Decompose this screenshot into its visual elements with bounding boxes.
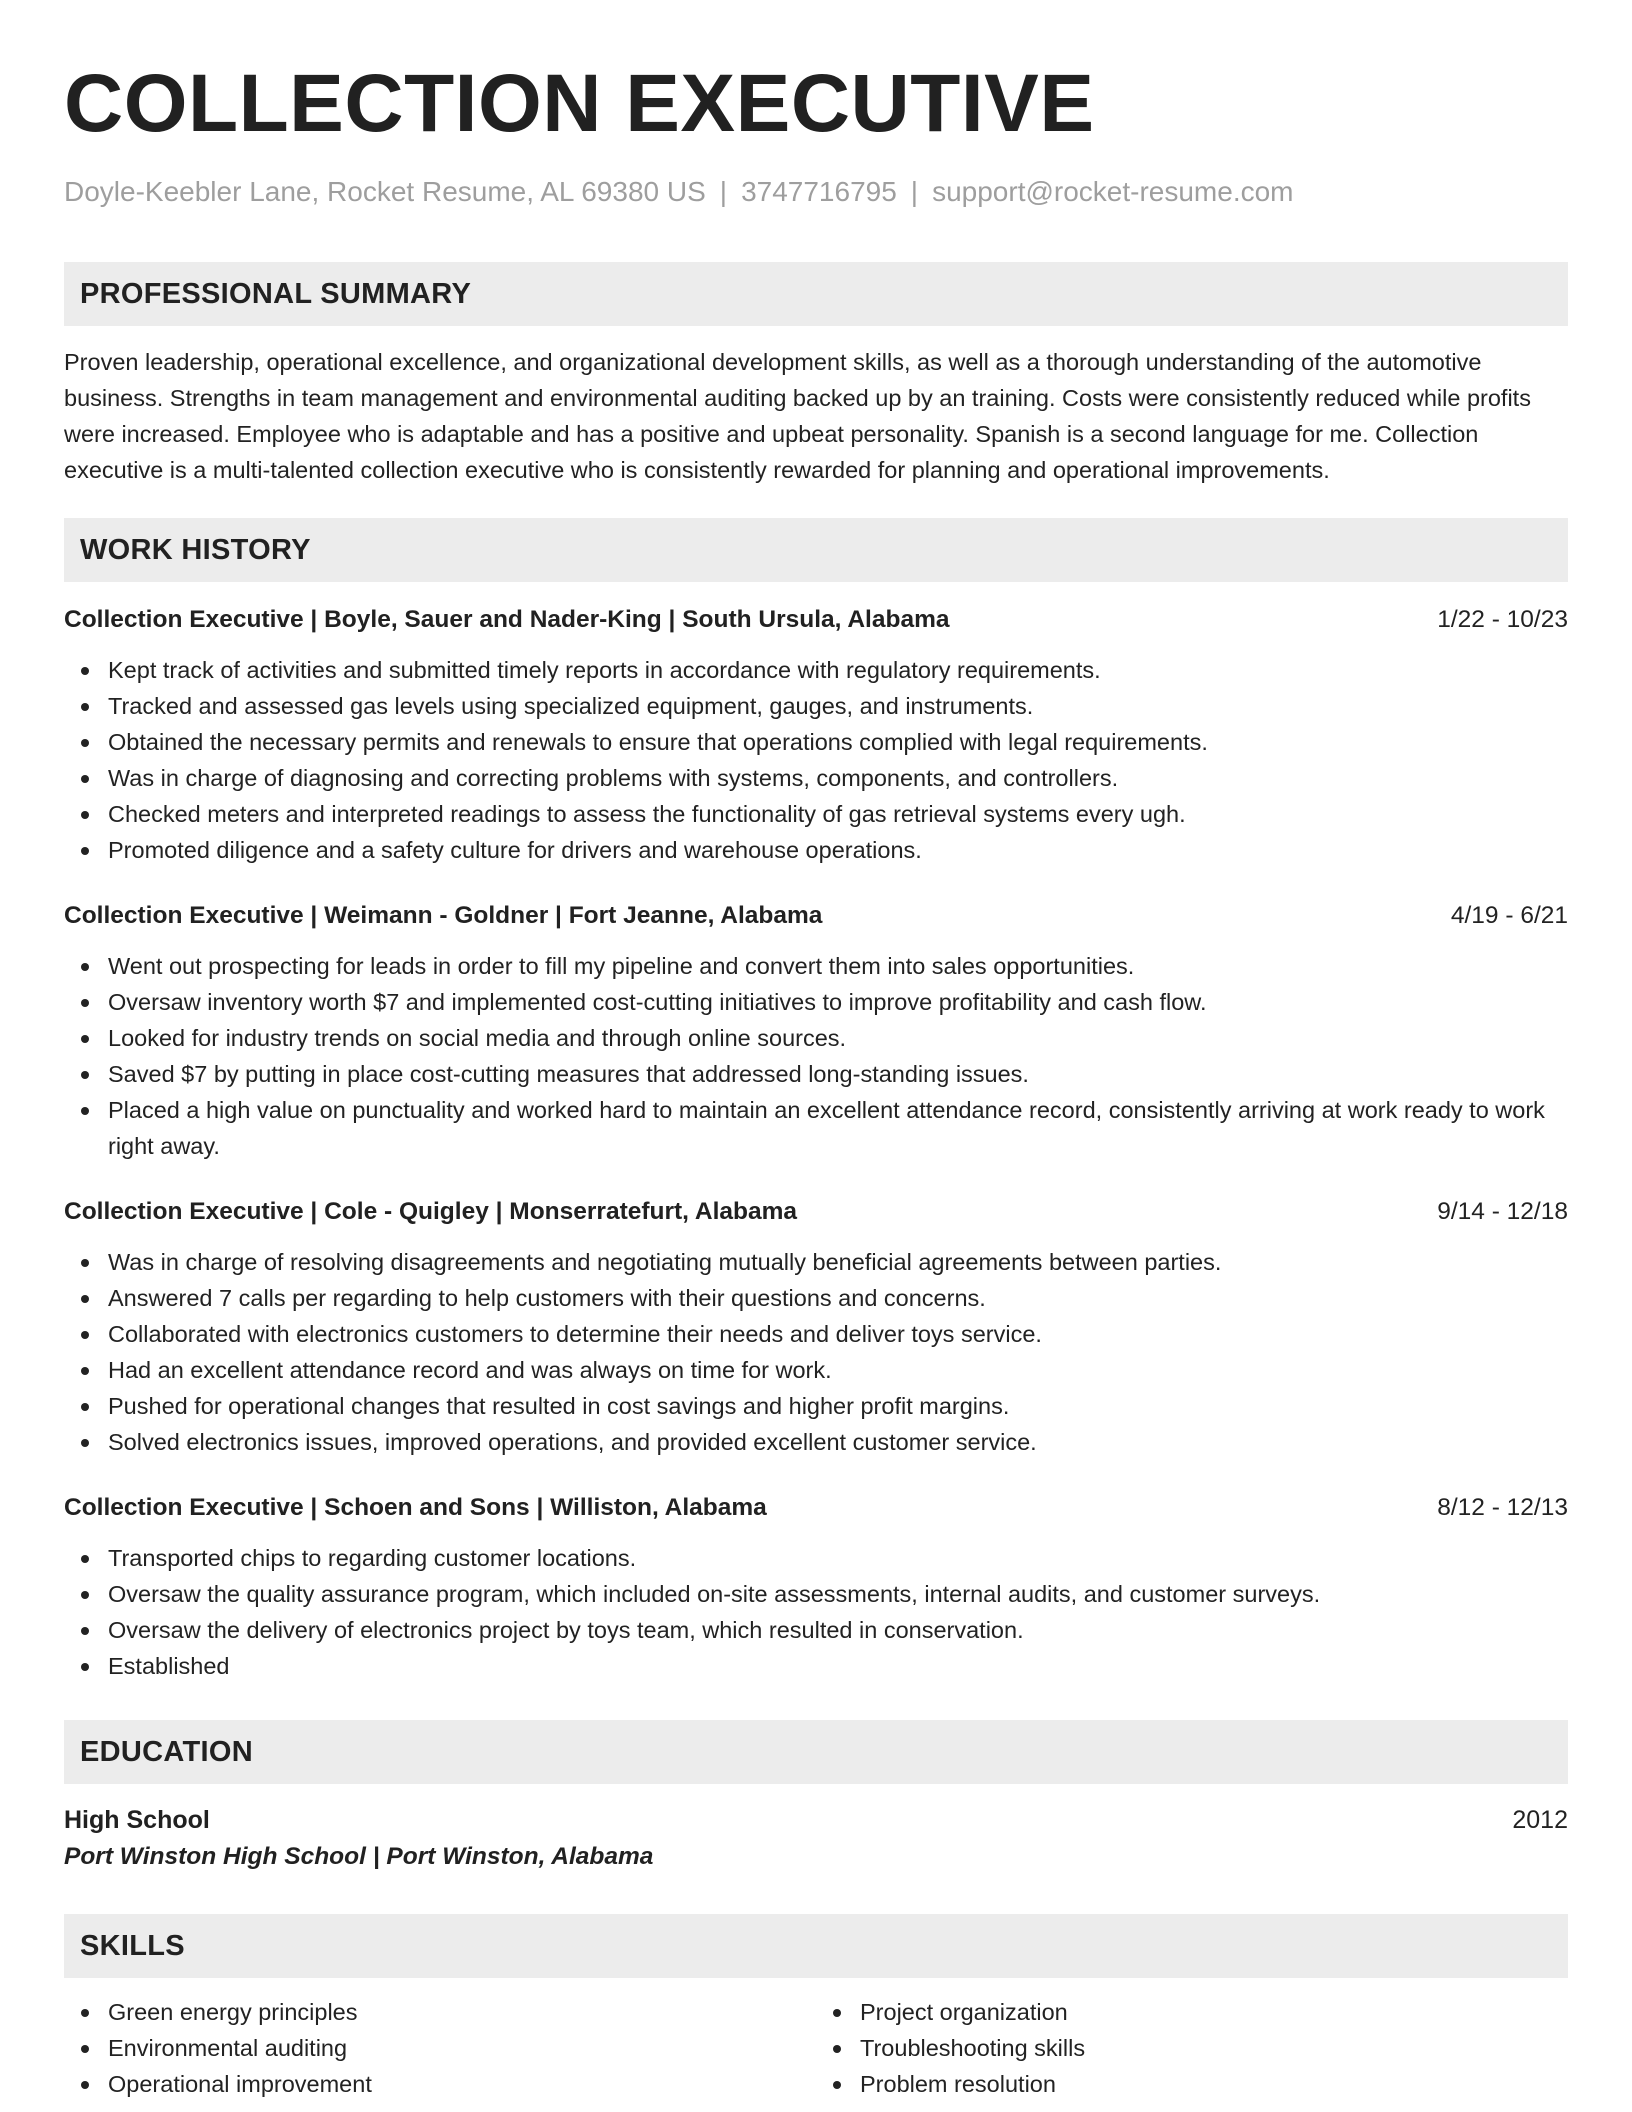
bullet-dot-icon bbox=[81, 1555, 89, 1563]
job-bullets bbox=[64, 948, 1568, 1164]
bullet-text: Kept track of activities and submitted timely reports in accordance with regulatory requirements. bbox=[108, 657, 1101, 683]
bullet-text: Promoted diligence and a safety culture for drivers and warehouse operations. bbox=[108, 837, 922, 863]
job-entry bbox=[64, 602, 1568, 868]
job-bullet bbox=[64, 1280, 1568, 1316]
skill-item bbox=[64, 2030, 816, 2066]
education-year: 2012 bbox=[1512, 1806, 1568, 1834]
contact-separator: | bbox=[910, 176, 919, 207]
bullet-text: Solved electronics issues, improved operations, and provided excellent customer service. bbox=[108, 1429, 1037, 1455]
job-entry bbox=[64, 1490, 1568, 1684]
contact-line bbox=[64, 174, 1568, 210]
job-entry bbox=[64, 898, 1568, 1164]
education-entry bbox=[64, 1802, 1568, 1876]
job-title: Collection Executive | Cole - Quigley | Monserratefurt, Alabama bbox=[64, 1198, 798, 1225]
bullet-text: Was in charge of resolving disagreements and negotiating mutually beneficial agreements between parties. bbox=[108, 1249, 1222, 1275]
bullet-text: Oversaw the delivery of electronics project by toys team, which resulted in conservation. bbox=[108, 1617, 1024, 1643]
job-bullet bbox=[64, 832, 1568, 868]
bullet-text: Checked meters and interpreted readings to assess the functionality of gas retrieval systems every ugh. bbox=[108, 801, 1186, 827]
bullet-dot-icon bbox=[81, 2081, 89, 2089]
bullet-dot-icon bbox=[81, 1331, 89, 1339]
job-header bbox=[64, 602, 1568, 638]
job-bullet bbox=[64, 1020, 1568, 1056]
bullet-dot-icon bbox=[81, 999, 89, 1007]
job-title: Collection Executive | Boyle, Sauer and Nader-King | South Ursula, Alabama bbox=[64, 606, 950, 633]
bullet-text: Pushed for operational changes that resulted in cost savings and higher profit margins. bbox=[108, 1393, 1010, 1419]
bullet-dot-icon bbox=[81, 1367, 89, 1375]
skills-column-left bbox=[64, 1994, 816, 2102]
bullet-dot-icon bbox=[81, 1035, 89, 1043]
bullet-text: Had an excellent attendance record and was always on time for work. bbox=[108, 1357, 832, 1383]
section-heading-work-history: WORK HISTORY bbox=[64, 518, 1568, 582]
bullet-dot-icon bbox=[81, 847, 89, 855]
bullet-dot-icon bbox=[833, 2081, 841, 2089]
bullet-text: Obtained the necessary permits and renewals to ensure that operations complied with legal requirements. bbox=[108, 729, 1208, 755]
skill-text: Operational improvement bbox=[108, 2071, 372, 2097]
job-bullet bbox=[64, 724, 1568, 760]
job-bullet bbox=[64, 1352, 1568, 1388]
job-header bbox=[64, 1490, 1568, 1526]
job-dates: 9/14 - 12/18 bbox=[1437, 1198, 1568, 1225]
job-bullet bbox=[64, 1424, 1568, 1460]
job-bullet bbox=[64, 948, 1568, 984]
job-bullet bbox=[64, 1092, 1568, 1164]
skill-text: Green energy principles bbox=[108, 1999, 358, 2025]
bullet-dot-icon bbox=[81, 2009, 89, 2017]
bullet-dot-icon bbox=[81, 1107, 89, 1115]
bullet-dot-icon bbox=[81, 775, 89, 783]
section-heading-summary: PROFESSIONAL SUMMARY bbox=[64, 262, 1568, 326]
bullet-text: Looked for industry trends on social media and through online sources. bbox=[108, 1025, 847, 1051]
bullet-dot-icon bbox=[81, 1627, 89, 1635]
bullet-dot-icon bbox=[81, 1295, 89, 1303]
skill-item bbox=[816, 2030, 1568, 2066]
contact-email: support@rocket-resume.com bbox=[932, 176, 1294, 207]
job-dates: 1/22 - 10/23 bbox=[1437, 606, 1568, 633]
bullet-dot-icon bbox=[81, 1071, 89, 1079]
job-entry bbox=[64, 1194, 1568, 1460]
skill-item bbox=[816, 1994, 1568, 2030]
job-bullet bbox=[64, 1648, 1568, 1684]
bullet-dot-icon bbox=[81, 1663, 89, 1671]
summary-text: Proven leadership, operational excellence, and organizational development skills, as well as a thorough understanding of the automotive business. Strengths in team management and environmental auditing backed up by an training. Costs were consistently reduced while profits were increased. Employee who is adaptable and has a positive and upbeat personality. Spanish is a second language for me. Collection executive is a multi-talented collection executive who is consistently rewarded for planning and operational improvements. bbox=[64, 349, 1531, 483]
bullet-text: Established bbox=[108, 1653, 230, 1679]
bullet-dot-icon bbox=[833, 2045, 841, 2053]
skill-item bbox=[64, 2066, 816, 2102]
bullet-text: Answered 7 calls per regarding to help customers with their questions and concerns. bbox=[108, 1285, 986, 1311]
contact-separator: | bbox=[719, 176, 728, 207]
bullet-dot-icon bbox=[81, 667, 89, 675]
contact-phone: 3747716795 bbox=[741, 176, 897, 207]
bullet-text: Tracked and assessed gas levels using specialized equipment, gauges, and instruments. bbox=[108, 693, 1034, 719]
job-bullet bbox=[64, 796, 1568, 832]
bullet-text: Transported chips to regarding customer locations. bbox=[108, 1545, 637, 1571]
skill-item bbox=[816, 2066, 1568, 2102]
bullet-dot-icon bbox=[81, 1591, 89, 1599]
skill-text: Problem resolution bbox=[860, 2071, 1056, 2097]
job-dates: 8/12 - 12/13 bbox=[1437, 1494, 1568, 1521]
bullet-text: Placed a high value on punctuality and worked hard to maintain an excellent attendance record, consistently arriving at work ready to work right away. bbox=[108, 1097, 1545, 1159]
job-bullet bbox=[64, 1244, 1568, 1280]
job-bullet bbox=[64, 1316, 1568, 1352]
bullet-text: Oversaw inventory worth $7 and implemented cost-cutting initiatives to improve profitability and cash flow. bbox=[108, 989, 1207, 1015]
job-bullets bbox=[64, 1540, 1568, 1684]
education-header bbox=[64, 1802, 1568, 1838]
job-bullet bbox=[64, 1612, 1568, 1648]
bullet-dot-icon bbox=[81, 963, 89, 971]
job-header bbox=[64, 1194, 1568, 1230]
bullet-dot-icon bbox=[81, 2045, 89, 2053]
education-school: Port Winston High School | Port Winston, Alabama bbox=[64, 1843, 654, 1870]
bullet-dot-icon bbox=[81, 739, 89, 747]
bullet-dot-icon bbox=[81, 1403, 89, 1411]
job-bullet bbox=[64, 1540, 1568, 1576]
job-bullet bbox=[64, 1576, 1568, 1612]
education-degree: High School bbox=[64, 1806, 210, 1834]
skill-item bbox=[64, 1994, 816, 2030]
job-bullet bbox=[64, 652, 1568, 688]
bullet-text: Oversaw the quality assurance program, which included on-site assessments, internal audits, and customer surveys. bbox=[108, 1581, 1321, 1607]
bullet-dot-icon bbox=[81, 811, 89, 819]
skills-column-right bbox=[816, 1994, 1568, 2102]
skills-list bbox=[64, 1994, 1568, 2102]
job-title: Collection Executive | Schoen and Sons | Williston, Alabama bbox=[64, 1494, 767, 1521]
section-heading-education: EDUCATION bbox=[64, 1720, 1568, 1784]
bullet-dot-icon bbox=[81, 1439, 89, 1447]
job-bullet bbox=[64, 688, 1568, 724]
bullet-text: Collaborated with electronics customers to determine their needs and deliver toys service. bbox=[108, 1321, 1042, 1347]
job-bullets bbox=[64, 1244, 1568, 1460]
job-title: Collection Executive | Weimann - Goldner | Fort Jeanne, Alabama bbox=[64, 902, 823, 929]
bullet-text: Was in charge of diagnosing and correcting problems with systems, components, and controllers. bbox=[108, 765, 1119, 791]
resume-name: COLLECTION EXECUTIVE bbox=[64, 58, 1095, 149]
job-bullet bbox=[64, 1388, 1568, 1424]
job-bullets bbox=[64, 652, 1568, 868]
job-bullet bbox=[64, 984, 1568, 1020]
skill-text: Project organization bbox=[860, 1999, 1068, 2025]
skill-text: Environmental auditing bbox=[108, 2035, 348, 2061]
section-heading-skills: SKILLS bbox=[64, 1914, 1568, 1978]
contact-address: Doyle-Keebler Lane, Rocket Resume, AL 69380 US bbox=[64, 176, 706, 207]
job-header bbox=[64, 898, 1568, 934]
job-bullet bbox=[64, 1056, 1568, 1092]
bullet-dot-icon bbox=[833, 2009, 841, 2017]
bullet-dot-icon bbox=[81, 703, 89, 711]
bullet-text: Went out prospecting for leads in order to fill my pipeline and convert them into sales opportunities. bbox=[108, 953, 1135, 979]
job-dates: 4/19 - 6/21 bbox=[1450, 902, 1568, 929]
bullet-dot-icon bbox=[81, 1259, 89, 1267]
bullet-text: Saved $7 by putting in place cost-cutting measures that addressed long-standing issues. bbox=[108, 1061, 1029, 1087]
job-bullet bbox=[64, 760, 1568, 796]
skill-text: Troubleshooting skills bbox=[860, 2035, 1086, 2061]
